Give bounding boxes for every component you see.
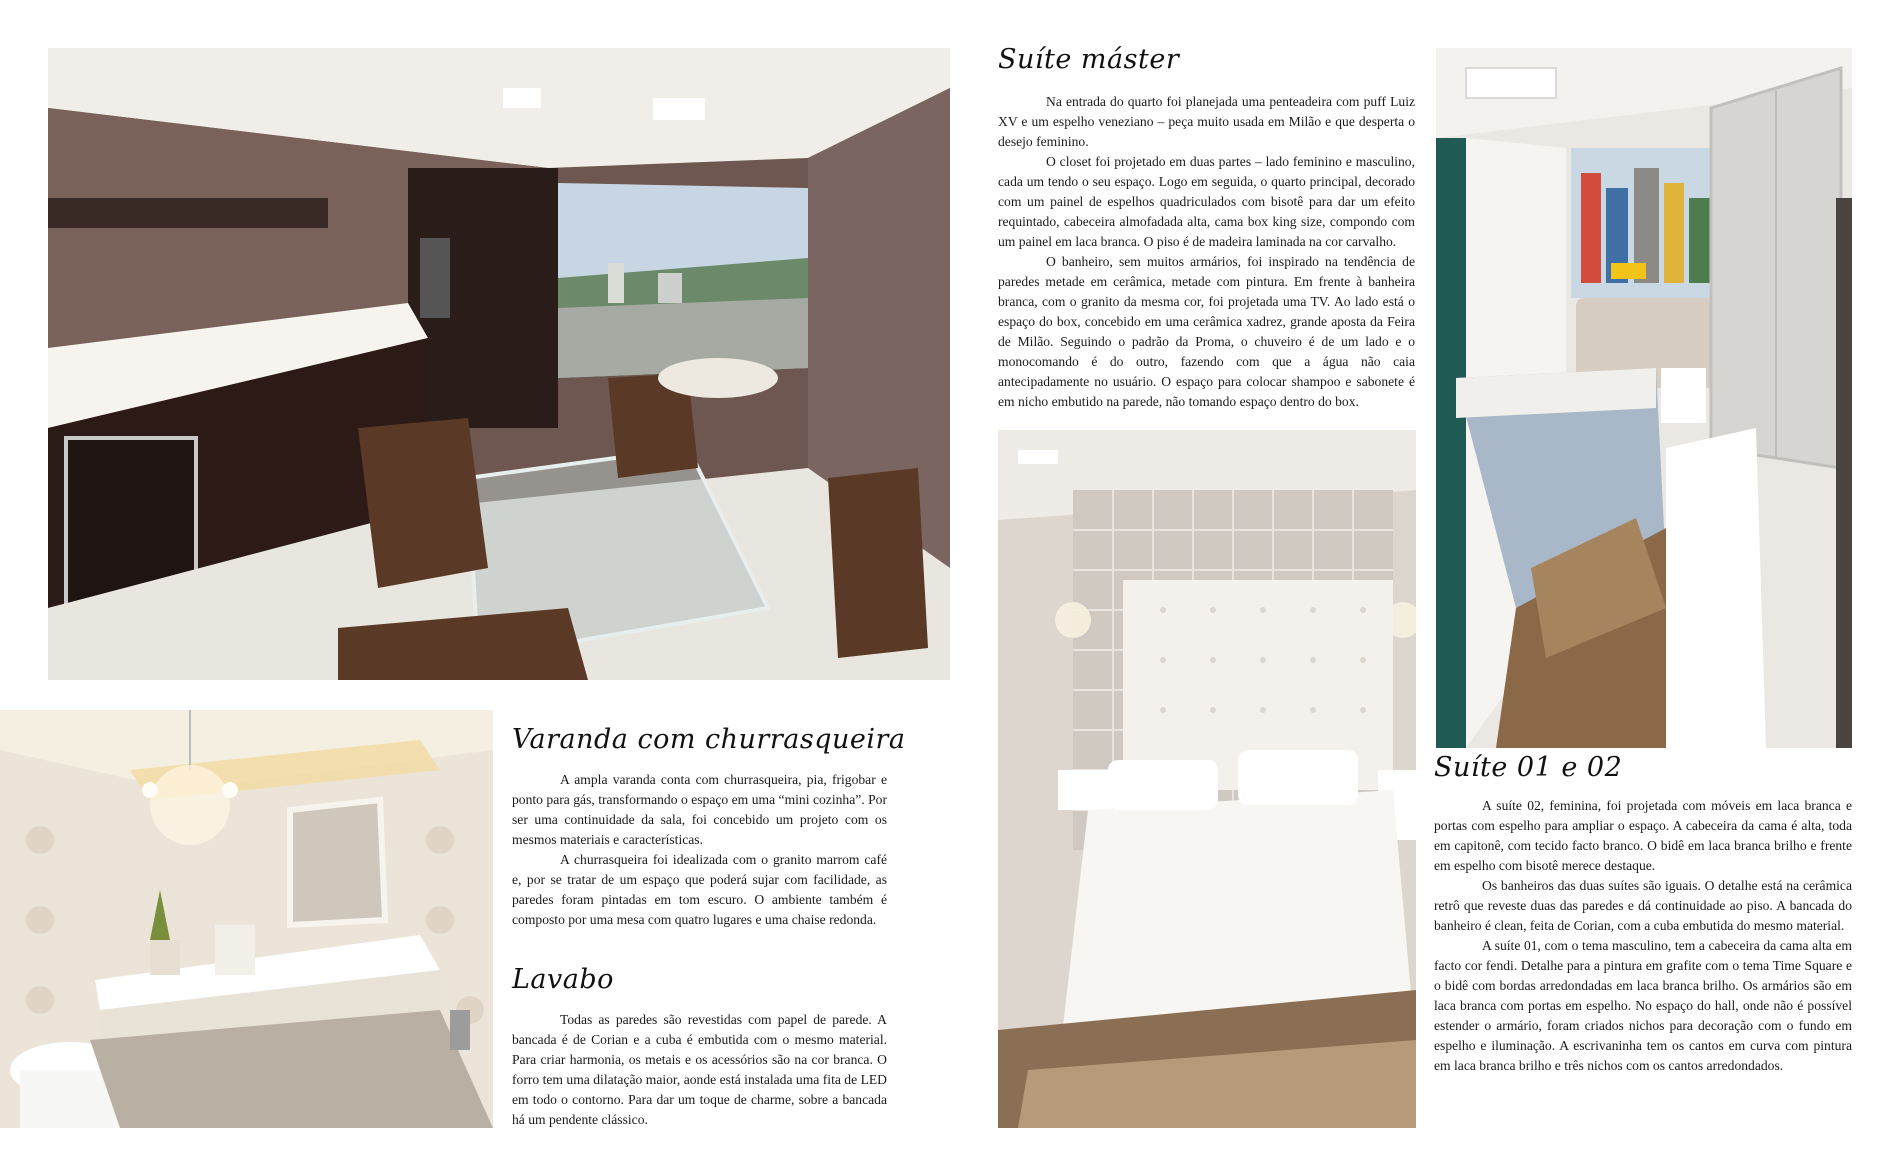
varanda-paragraph-1: A ampla varanda conta com churrasqueira, pia, frigobar e ponto para gás, transformando o espaço em uma “mini cozinha”. Por ser uma continuidade da sala, foi concebido um projeto com os mesmos materiais e características.: [512, 772, 887, 847]
suite-master-heading: Suíte máster: [998, 44, 1180, 75]
suite-master-paragraph-1: Na entrada do quarto foi planejada uma penteadeira com puff Luiz XV e um espelho veneziano – peça muito usada em Milão e que desperta o desejo feminino.: [998, 94, 1415, 149]
suite-master-photo: [998, 430, 1416, 1128]
lavabo-text: [512, 1010, 887, 1130]
suite-master-paragraph-2: O closet foi projetado em duas partes – lado feminino e masculino, cada um tendo o seu espaço. Logo em seguida, o quarto principal, decorado com um painel de espelhos quadriculados com bisotê para dar um efeito requintado, cabeceira almofadada alta, cama box king size, compondo com um painel em laca branca. O piso é de madeira laminada na cor carvalho.: [998, 154, 1415, 249]
varanda-text: [512, 770, 887, 930]
suites-paragraph-2: Os banheiros das duas suítes são iguais. O detalhe está na cerâmica retrô que reveste duas das paredes e dá continuidade ao piso. A bancada do banheiro é clean, feita de Corian, com a cuba embutida do mesmo material.: [1434, 878, 1852, 933]
suites-heading: Suíte 01 e 02: [1434, 752, 1623, 783]
suite-01-02-photo: [1436, 48, 1852, 748]
suite-master-paragraph-3: O banheiro, sem muitos armários, foi inspirado na tendência de paredes metade em cerâmica, metade com pintura. Em frente à banheira branca, com o granito da mesma cor, foi projetada uma TV. Ao lado está o espaço do box, concebido em uma cerâmica xadrez, grande aposta da Feira de Milão. Seguindo o padrão da Proma, o chuveiro é de um lado e o monocomando é do outro, fazendo com que a água não caia antecipadamente no usuário. O espaço para colocar shampoo e sabonete é em nicho embutido na parede, não tomando espaço dentro do box.: [998, 254, 1415, 409]
suite-master-text: [998, 92, 1415, 412]
suites-paragraph-3: A suíte 01, com o tema masculino, tem a cabeceira da cama alta em facto cor fendi. Detalhe para a pintura em grafite com o tema Time Square e o bidê com bordas arredondadas em laca branca brilho. Os armários são em laca branca com portas em espelho. No espaço do hall, onde não é possível estender o armário, foram criados nichos para decoração com o fundo em espelho e iluminação. A escrivaninha tem os cantos em curva com pintura em laca branca brilho e três nichos com os cantos arredondados.: [1434, 938, 1852, 1073]
suites-paragraph-1: A suíte 02, feminina, foi projetada com móveis em laca branca e portas com espelho para ampliar o espaço. A cabeceira da cama é alta, toda em capitonê, com tecido facto branco. O bidê em laca branca brilho e frente em espelho com bisotê merece destaque.: [1434, 798, 1852, 873]
varanda-paragraph-2: A churrasqueira foi idealizada com o granito marrom café e, por se tratar de um espaço que poderá sujar com facilidade, as paredes foram pintadas em tom escuro. O ambiente também é composto por uma mesa com quatro lugares e uma chaise redonda.: [512, 852, 887, 927]
lavabo-paragraph-1: Todas as paredes são revestidas com papel de parede. A bancada é de Corian e a cuba é embutida com o mesmo material. Para criar harmonia, os metais e os acessórios são na cor branca. O forro tem uma dilatação maior, aonde está instalada uma fita de LED em todo o contorno. Para dar um toque de charme, sobre a bancada há um pendente clássico.: [512, 1012, 887, 1127]
suites-text: [1434, 796, 1852, 1076]
varanda-photo: [48, 48, 950, 680]
lavabo-photo: [0, 710, 493, 1128]
lavabo-heading: Lavabo: [512, 964, 614, 995]
varanda-heading: Varanda com churrasqueira: [512, 724, 906, 755]
